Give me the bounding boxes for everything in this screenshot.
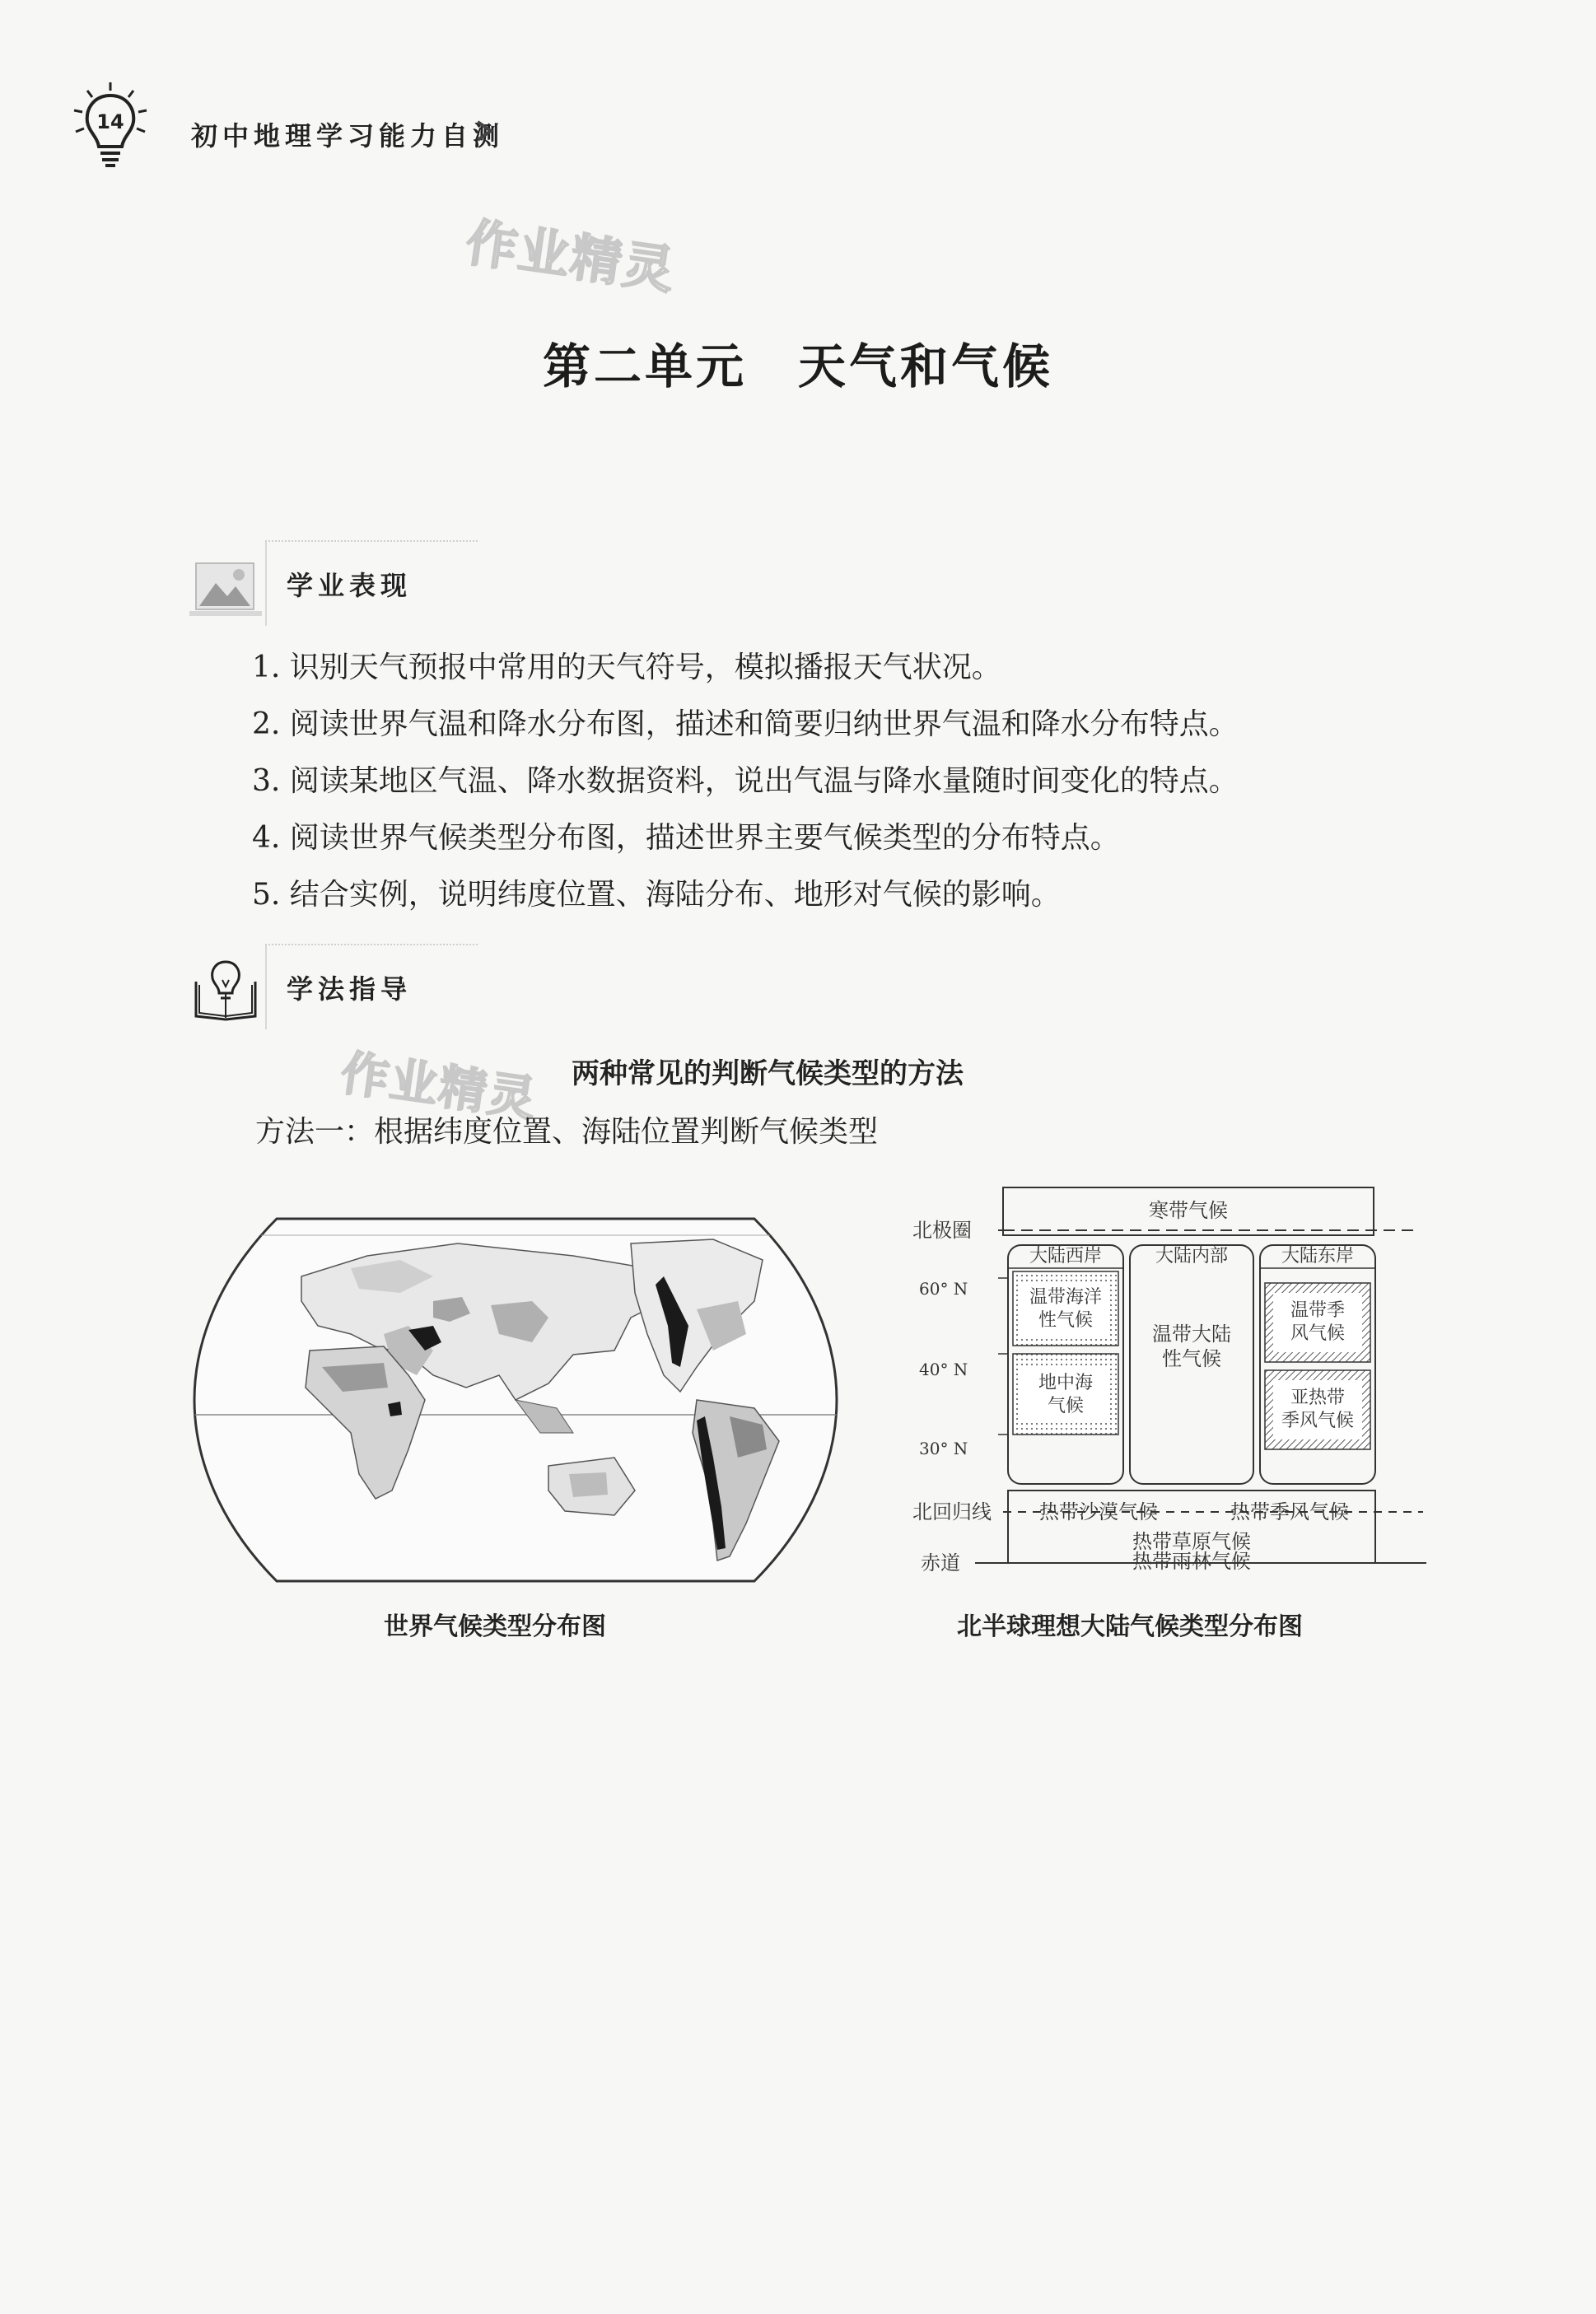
- svg-text:风气候: 风气候: [1290, 1323, 1346, 1344]
- chevron-right-icon: [474, 119, 496, 143]
- map-caption: 世界气候类型分布图: [384, 1612, 606, 1641]
- list-item: 2. 阅读世界气温和降水分布图，描述和简要归纳世界气温和降水分布特点。: [252, 707, 1239, 741]
- line-arctic: 北极圈: [912, 1219, 972, 1242]
- idealized-continent-diagram: [906, 1179, 1433, 1581]
- column-interior: 大陆内部: [1155, 1246, 1229, 1267]
- performance-list: [252, 639, 1239, 923]
- diagram-caption: 北半球理想大陆气候类型分布图: [957, 1612, 1303, 1641]
- zone-subtropical-monsoon: 亚热带: [1290, 1388, 1346, 1408]
- line-equator: 赤道: [921, 1551, 960, 1575]
- section-header-method: [189, 944, 478, 1029]
- watermark: 作业精灵: [462, 212, 680, 301]
- watermark: 作业精灵: [337, 1044, 541, 1128]
- zone-frigid: 寒带气候: [1149, 1199, 1228, 1222]
- running-title: 初中地理学习能力自测: [191, 120, 505, 152]
- unit-title: 第二单元 天气和气候: [542, 338, 1053, 394]
- svg-text:季风气候: 季风气候: [1281, 1411, 1355, 1431]
- list-item: 4. 阅读世界气候类型分布图，描述世界主要气候类型的分布特点。: [252, 821, 1120, 855]
- section-label: 学法指导: [287, 973, 413, 1005]
- zone-temperate-continental: 温带大陆: [1152, 1323, 1231, 1346]
- zone-mediterranean: 地中海: [1038, 1373, 1094, 1393]
- book-bulb-icon: [189, 957, 265, 1026]
- method-title: 两种常见的判断气候类型的方法: [572, 1057, 964, 1090]
- svg-text:气候: 气候: [1047, 1396, 1085, 1416]
- list-item: 1. 识别天气预报中常用的天气符号，模拟播报天气状况。: [252, 651, 1001, 684]
- world-climate-map: [186, 1211, 845, 1589]
- column-west: 大陆西岸: [1029, 1246, 1103, 1267]
- list-item: 5. 结合实例，说明纬度位置、海陆分布、地形对气候的影响。: [252, 878, 1061, 912]
- lightbulb-icon: [69, 81, 152, 171]
- line-tropic: 北回归线: [912, 1500, 992, 1523]
- zone-temperate-maritime: 温带海洋: [1029, 1287, 1103, 1308]
- zone-tropical-rainforest: 热带雨林气候: [1132, 1550, 1251, 1573]
- section-label: 学业表现: [287, 570, 413, 601]
- column-east: 大陆东岸: [1281, 1246, 1355, 1267]
- zone-tropical-monsoon: 热带季风气候: [1230, 1500, 1349, 1523]
- list-item: 3. 阅读某地区气温、降水数据资料，说出气温与降水量随时间变化的特点。: [252, 764, 1239, 798]
- zone-temperate-monsoon: 温带季: [1290, 1300, 1346, 1321]
- page-number: 14: [96, 110, 124, 133]
- zone-tropical-savanna: 热带草原气候: [1132, 1530, 1251, 1553]
- line-40n: 40° N: [919, 1360, 968, 1379]
- zone-tropical-desert: 热带沙漠气候: [1039, 1500, 1158, 1523]
- line-30n: 30° N: [919, 1439, 968, 1458]
- line-60n: 60° N: [919, 1279, 968, 1299]
- landscape-picture-icon: [189, 553, 265, 623]
- svg-text:性气候: 性气候: [1162, 1347, 1221, 1370]
- method-1-text: 方法一：根据纬度位置、海陆位置判断气候类型: [255, 1115, 879, 1149]
- section-header-performance: [189, 540, 478, 626]
- svg-text:性气候: 性气候: [1038, 1310, 1094, 1331]
